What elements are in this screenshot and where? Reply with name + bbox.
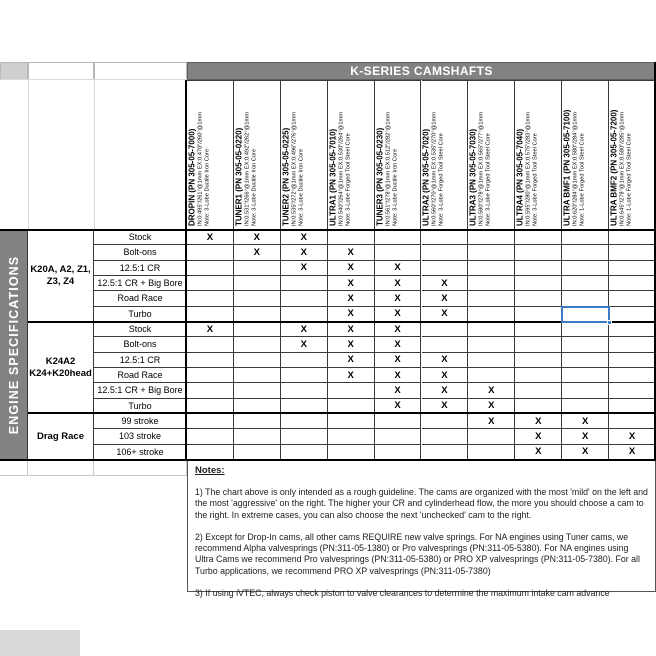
cam-cell[interactable]: [375, 322, 422, 337]
note-item-1: 1) The chart above is only intended as a rough guideline. The cams are organized with the most 'mild' on the left and the most 'aggressive' on the right. The higher your CR and cylinderhead flow, the more you should choose a cam to the right. In extreme cases, you can also choose the next 'unchecked' cam to the right.: [195, 487, 648, 520]
cam-note: Note: 3-Lobe Forged Tool Steel Core: [486, 132, 493, 226]
cam-cell[interactable]: [562, 337, 609, 352]
x-mark: X: [394, 400, 401, 412]
cam-note: Note: 1-Lobe Forged Tool Steel Core: [626, 132, 633, 226]
cam-cell[interactable]: [281, 353, 328, 368]
cam-note: Note: 3-Lobe Ductile Iron Core: [392, 148, 399, 226]
section-divider-line: [0, 459, 656, 461]
cam-cell[interactable]: [328, 368, 375, 383]
engine-setup-label: [94, 276, 187, 291]
cam-name: TUNER3 (PN 305-05-0230): [375, 127, 385, 226]
x-mark: X: [347, 277, 354, 289]
engine-setup-text: 12.5:1 CR: [119, 354, 161, 365]
cam-cell[interactable]: [515, 322, 562, 337]
note-item-2: 2) Except for Drop-In cams, all other cams REQUIRE new valve springs. For NA engines using Tuner cams, we recommend Alpha valvesprings (PN:311-05-1380) or Pro valvesprings (PN:311-05-5380). For NA engines using Ultra Cams we recommend Pro valvesprings (PN:311-05-5380) or PRO XP valvesprings (PN:311-05-7380). For all Turbo applications, we recommend PRO XP valvesprings (PN:311-05-7380): [195, 531, 640, 576]
cam-cell[interactable]: [281, 383, 328, 398]
cam-column-header-text: [234, 84, 279, 228]
cam-cell[interactable]: [468, 307, 515, 322]
cam-cell[interactable]: [234, 307, 281, 322]
engine-group-text: K20A, A2, Z1, Z3, Z4: [30, 264, 91, 287]
cam-column-header-text: [422, 84, 467, 228]
x-mark: X: [347, 262, 354, 274]
cam-column-header-text: [469, 84, 514, 228]
x-mark: X: [535, 446, 542, 458]
x-mark: X: [581, 446, 589, 458]
cam-cell[interactable]: [562, 245, 609, 260]
cam-cell[interactable]: [187, 230, 234, 245]
cam-cell[interactable]: [328, 276, 375, 291]
cam-spec: IN:0.495"/261°@1mm EX:0.470"/260°@1mm: [197, 111, 204, 226]
cam-cell[interactable]: [328, 230, 375, 245]
engine-setup-label: [94, 383, 187, 398]
cam-cell[interactable]: [375, 291, 422, 306]
cam-cell[interactable]: [281, 291, 328, 306]
empty-cell: [28, 62, 94, 80]
x-mark: X: [394, 369, 401, 381]
cam-cell[interactable]: [187, 337, 234, 352]
cam-name: ULTRA4 (PN 305-05-7040): [515, 128, 525, 226]
x-mark: X: [347, 338, 354, 350]
cam-cell[interactable]: [515, 383, 562, 398]
engine-setup-label: [94, 353, 187, 368]
cam-column-header-text: [375, 84, 420, 228]
cam-cell[interactable]: [187, 429, 234, 444]
engine-setup-text: 103 stroke: [118, 431, 162, 442]
cam-cell[interactable]: [187, 322, 234, 337]
cam-column-header: [281, 80, 328, 230]
cam-cell[interactable]: [609, 368, 656, 383]
cam-cell[interactable]: [562, 414, 609, 429]
cam-cell[interactable]: [281, 261, 328, 276]
cam-cell[interactable]: [234, 353, 281, 368]
x-mark: X: [347, 308, 354, 320]
cam-column-header: [234, 80, 281, 230]
bottom-left-gray-block: [0, 630, 80, 656]
engine-setup-text: 106+ stroke: [116, 446, 164, 457]
engine-setup-text: Road Race: [117, 293, 163, 304]
cam-cell[interactable]: [328, 291, 375, 306]
cam-cell[interactable]: [375, 383, 422, 398]
cam-column-header: [422, 80, 469, 230]
cam-cell[interactable]: [422, 414, 469, 429]
cam-cell[interactable]: [515, 337, 562, 352]
x-mark: X: [441, 292, 448, 304]
notes-title: Notes:: [195, 465, 225, 476]
x-mark: X: [628, 446, 636, 458]
cam-cell[interactable]: [422, 383, 469, 398]
cam-cell[interactable]: [422, 429, 469, 444]
engine-group-text: Drag Race: [37, 430, 84, 442]
cam-cell[interactable]: [468, 276, 515, 291]
cam-note: Note: 1-Lobe Forged Tool Steel Core: [580, 132, 587, 226]
engine-setup-text: Turbo: [128, 400, 152, 411]
cam-cell[interactable]: [328, 429, 375, 444]
cam-cell[interactable]: [422, 337, 469, 352]
cam-spec: IN:0.620"/284°@1mm EX:0.580"/284°@1mm: [572, 111, 579, 226]
cam-cell[interactable]: [328, 337, 375, 352]
x-mark: X: [347, 369, 354, 381]
note-item-3: 3) If using iVTEC, always check piston to valve clearances to determine the maximum intake cam advance: [195, 587, 610, 598]
cam-cell[interactable]: [234, 276, 281, 291]
cam-column-header: [562, 80, 609, 230]
engine-setup-text: 99 stroke: [121, 416, 159, 427]
cam-cell[interactable]: [281, 322, 328, 337]
x-mark: X: [300, 338, 307, 350]
x-mark: X: [300, 262, 307, 274]
cam-spec: IN:0.645"/278°@1mm EX:0.580"/285°@1mm: [619, 111, 626, 226]
cam-column-header: [468, 80, 515, 230]
cam-cell[interactable]: [515, 429, 562, 444]
x-mark: X: [347, 292, 354, 304]
x-mark: X: [300, 231, 307, 243]
cam-cell[interactable]: [375, 353, 422, 368]
cam-note: Note: 3-Lobe Forged Tool Steel Core: [439, 132, 446, 226]
cam-name: ULTRA BMF2 (PN 305-05-7200): [609, 109, 619, 226]
engine-setup-label: [94, 261, 187, 276]
cam-cell[interactable]: [234, 383, 281, 398]
cam-cell[interactable]: [187, 414, 234, 429]
x-mark: X: [394, 277, 401, 289]
cam-name: ULTRA BMF1 (PN 305-05-7100): [562, 109, 572, 226]
cam-cell[interactable]: [187, 368, 234, 383]
selection-handle[interactable]: [607, 320, 612, 325]
cam-cell[interactable]: [281, 337, 328, 352]
x-mark: X: [394, 354, 401, 366]
engine-specifications-band: [0, 230, 28, 460]
cam-cell[interactable]: [562, 322, 609, 337]
corner-cell: [0, 62, 28, 80]
cam-column-header-text: [328, 84, 373, 228]
cam-cell[interactable]: [562, 368, 609, 383]
selected-cell[interactable]: [561, 306, 610, 323]
engine-setup-label: [94, 230, 187, 245]
cam-cell[interactable]: [515, 291, 562, 306]
empty-cell: [28, 460, 94, 476]
cam-spec: IN:0.580"/278°@1mm EX:0.565"/277°@1mm: [478, 111, 485, 226]
cam-name: ULTRA1 (PN 305-05-7010): [328, 128, 338, 226]
cam-cell[interactable]: [281, 307, 328, 322]
empty-cell: [0, 460, 28, 476]
x-mark: X: [441, 384, 448, 396]
cam-column-header-text: [563, 84, 608, 228]
cam-cell[interactable]: [328, 322, 375, 337]
cam-cell[interactable]: [422, 276, 469, 291]
cam-cell[interactable]: [422, 307, 469, 322]
cam-cell[interactable]: [187, 307, 234, 322]
cam-cell[interactable]: [609, 353, 656, 368]
cam-cell[interactable]: [562, 353, 609, 368]
cam-cell[interactable]: [328, 245, 375, 260]
cam-cell[interactable]: [234, 429, 281, 444]
cam-column-header: [609, 80, 656, 230]
engine-setup-label: [94, 322, 187, 337]
cam-name: TUNER2 (PN 305-05-0225): [281, 127, 291, 226]
section-divider-line: [28, 412, 656, 414]
cam-cell[interactable]: [515, 353, 562, 368]
cam-cell[interactable]: [375, 337, 422, 352]
cam-cell[interactable]: [609, 230, 656, 245]
x-mark: X: [488, 415, 495, 427]
cam-note: Note: 3-Lobe Ductile Iron Core: [298, 148, 305, 226]
cam-cell[interactable]: [328, 414, 375, 429]
cam-cell[interactable]: [515, 245, 562, 260]
cam-cell[interactable]: [234, 261, 281, 276]
cam-cell[interactable]: [562, 230, 609, 245]
cam-column-header-text: [281, 84, 326, 228]
grid-hairline: [28, 80, 29, 230]
notes-section: [187, 460, 656, 598]
cam-cell[interactable]: [234, 368, 281, 383]
engine-specifications-label: ENGINE SPECIFICATIONS: [6, 255, 21, 435]
cam-cell[interactable]: [515, 414, 562, 429]
cam-cell[interactable]: [375, 307, 422, 322]
engine-setup-text: Bolt-ons: [123, 339, 157, 350]
cam-spec: IN:0.561"/278°@1mm EX:0.512"/282°@1mm: [385, 111, 392, 226]
cam-cell[interactable]: [468, 322, 515, 337]
x-mark: X: [535, 430, 542, 442]
table-title: K-SERIES CAMSHAFTS: [350, 64, 493, 78]
x-mark: X: [441, 369, 448, 381]
cam-cell[interactable]: [375, 414, 422, 429]
cam-cell[interactable]: [281, 429, 328, 444]
cam-name: ULTRA3 (PN 305-05-7030): [468, 128, 478, 226]
cam-cell[interactable]: [187, 261, 234, 276]
cam-cell[interactable]: [468, 337, 515, 352]
x-mark: X: [581, 430, 589, 442]
cam-cell[interactable]: [609, 322, 656, 337]
grid-hairline: [94, 80, 95, 230]
cam-cell[interactable]: [468, 245, 515, 260]
cam-cell[interactable]: [328, 353, 375, 368]
engine-setup-label: [94, 368, 187, 383]
x-mark: X: [394, 292, 401, 304]
cam-cell[interactable]: [234, 291, 281, 306]
x-mark: X: [347, 323, 354, 335]
cam-cell[interactable]: [375, 276, 422, 291]
engine-group-label: [28, 414, 94, 460]
cam-spec: IN:0.540"/264°@1mm EX:0.530"/264°@1mm: [338, 111, 345, 226]
cam-cell[interactable]: [375, 368, 422, 383]
cam-cell[interactable]: [609, 414, 656, 429]
empty-cell: [94, 62, 187, 80]
cam-cell[interactable]: [562, 276, 609, 291]
x-mark: X: [488, 384, 495, 396]
cam-note: Note: 3-Lobe Forged Tool Steel Core: [345, 132, 352, 226]
cam-cell[interactable]: [375, 245, 422, 260]
cam-name: TUNER1 (PN 305-05-0220): [234, 127, 244, 226]
engine-setup-label: [94, 307, 187, 322]
cam-column-header-text: [187, 84, 232, 228]
cam-cell[interactable]: [609, 245, 656, 260]
engine-setup-text: Turbo: [128, 308, 152, 319]
x-mark: X: [441, 400, 448, 412]
cam-cell[interactable]: [375, 261, 422, 276]
x-mark: X: [394, 384, 401, 396]
cam-cell[interactable]: [562, 291, 609, 306]
section-divider-line: [185, 80, 187, 460]
cam-name: ULTRA2 (PN 305-05-7020): [421, 128, 431, 226]
cam-cell[interactable]: [328, 261, 375, 276]
cam-cell[interactable]: [422, 291, 469, 306]
section-divider-line: [0, 229, 656, 231]
x-mark: X: [535, 415, 542, 427]
engine-setup-text: Bolt-ons: [123, 247, 157, 258]
cam-cell[interactable]: [375, 230, 422, 245]
cam-cell[interactable]: [187, 353, 234, 368]
cam-cell[interactable]: [468, 383, 515, 398]
engine-group-text: K24A2 K24+K20head: [29, 356, 92, 379]
x-mark: X: [347, 354, 354, 366]
cam-cell[interactable]: [515, 368, 562, 383]
cam-cell[interactable]: [422, 230, 469, 245]
engine-setup-label: [94, 291, 187, 306]
cam-note: Note: 3-Lobe Ductile Iron Core: [204, 148, 211, 226]
x-mark: X: [581, 415, 589, 427]
x-mark: X: [628, 430, 636, 442]
cam-cell[interactable]: [281, 245, 328, 260]
engine-setup-text: 12.5:1 CR: [119, 262, 161, 273]
cam-cell[interactable]: [422, 245, 469, 260]
x-mark: X: [253, 231, 260, 243]
engine-group-label: [28, 230, 94, 322]
cam-cell[interactable]: [281, 276, 328, 291]
cam-cell[interactable]: [422, 353, 469, 368]
cam-cell[interactable]: [234, 337, 281, 352]
cam-spec: IN:0.535"/272°@1mm EX:0.496"/276°@1mm: [291, 111, 298, 226]
x-mark: X: [394, 323, 401, 335]
cam-cell[interactable]: [515, 307, 562, 322]
engine-setup-text: Stock: [128, 324, 152, 335]
cam-cell[interactable]: [234, 230, 281, 245]
cam-cell[interactable]: [562, 429, 609, 444]
empty-cell: [94, 460, 187, 476]
cam-cell[interactable]: [187, 383, 234, 398]
cam-cell[interactable]: [281, 230, 328, 245]
cam-cell[interactable]: [515, 276, 562, 291]
cam-cell[interactable]: [187, 276, 234, 291]
cam-cell[interactable]: [234, 322, 281, 337]
cam-cell[interactable]: [328, 307, 375, 322]
x-mark: X: [347, 246, 354, 258]
cam-cell[interactable]: [468, 261, 515, 276]
cam-cell[interactable]: [422, 368, 469, 383]
cam-cell[interactable]: [468, 368, 515, 383]
cam-cell[interactable]: [562, 383, 609, 398]
cam-column-header: [187, 80, 234, 230]
cam-cell[interactable]: [609, 276, 656, 291]
cam-cell[interactable]: [609, 337, 656, 352]
cam-column-header: [515, 80, 562, 230]
cam-column-header: [328, 80, 375, 230]
cam-cell[interactable]: [609, 291, 656, 306]
cam-cell[interactable]: [234, 414, 281, 429]
cam-cell[interactable]: [515, 261, 562, 276]
cam-note: Note: 3-Lobe Forged Tool Steel Core: [533, 132, 540, 226]
cam-cell[interactable]: [468, 230, 515, 245]
x-mark: X: [300, 246, 307, 258]
engine-setup-text: 12.5:1 CR + Big Bore: [97, 385, 183, 396]
engine-setup-text: Stock: [128, 232, 152, 243]
cam-cell[interactable]: [468, 291, 515, 306]
cam-cell[interactable]: [515, 230, 562, 245]
x-mark: X: [300, 323, 307, 335]
cam-cell[interactable]: [422, 261, 469, 276]
cam-cell[interactable]: [468, 353, 515, 368]
cam-cell[interactable]: [468, 429, 515, 444]
cam-note: Note: 3-Lobe Ductile Iron Core: [251, 148, 258, 226]
cam-cell[interactable]: [328, 383, 375, 398]
engine-group-label: [28, 322, 94, 414]
cam-cell[interactable]: [609, 429, 656, 444]
engine-setup-text: Road Race: [117, 370, 163, 381]
cam-cell[interactable]: [375, 429, 422, 444]
cam-column-header: [375, 80, 422, 230]
cam-column-header-text: [516, 84, 561, 228]
engine-setup-text: 12.5:1 CR + Big Bore: [97, 278, 183, 289]
engine-setup-label: [94, 414, 187, 429]
cam-cell[interactable]: [468, 414, 515, 429]
x-mark: X: [206, 231, 214, 243]
x-mark: X: [441, 277, 448, 289]
cam-cell[interactable]: [422, 322, 469, 337]
engine-setup-label: [94, 429, 187, 444]
x-mark: X: [206, 323, 214, 335]
x-mark: X: [394, 308, 401, 320]
cam-spec: IN:0.595"/280°@1mm EX:0.575"/283°@1mm: [525, 111, 532, 226]
cam-cell[interactable]: [609, 261, 656, 276]
x-mark: X: [394, 262, 401, 274]
cam-cell[interactable]: [609, 307, 656, 322]
cam-cell[interactable]: [281, 414, 328, 429]
cam-name: DROPIN (PN 305-05-7000): [187, 128, 197, 226]
cam-cell[interactable]: [562, 261, 609, 276]
cam-cell[interactable]: [187, 245, 234, 260]
x-mark: X: [441, 354, 448, 366]
x-mark: X: [441, 308, 448, 320]
cam-cell[interactable]: [234, 245, 281, 260]
cam-cell[interactable]: [609, 383, 656, 398]
table-title-band: [187, 62, 656, 80]
cam-spec: IN:0.531"/266°@1mm EX:0.492"/262°@1mm: [244, 111, 251, 226]
cam-cell[interactable]: [281, 368, 328, 383]
x-mark: X: [488, 400, 495, 412]
engine-setup-label: [94, 245, 187, 260]
engine-setup-label: [94, 337, 187, 352]
x-mark: X: [394, 338, 401, 350]
cam-cell[interactable]: [187, 291, 234, 306]
cam-spec: IN:0.560"/270°@1mm EX:0.535"/270°@1mm: [431, 111, 438, 226]
x-mark: X: [253, 246, 260, 258]
cam-column-header-text: [610, 84, 655, 228]
